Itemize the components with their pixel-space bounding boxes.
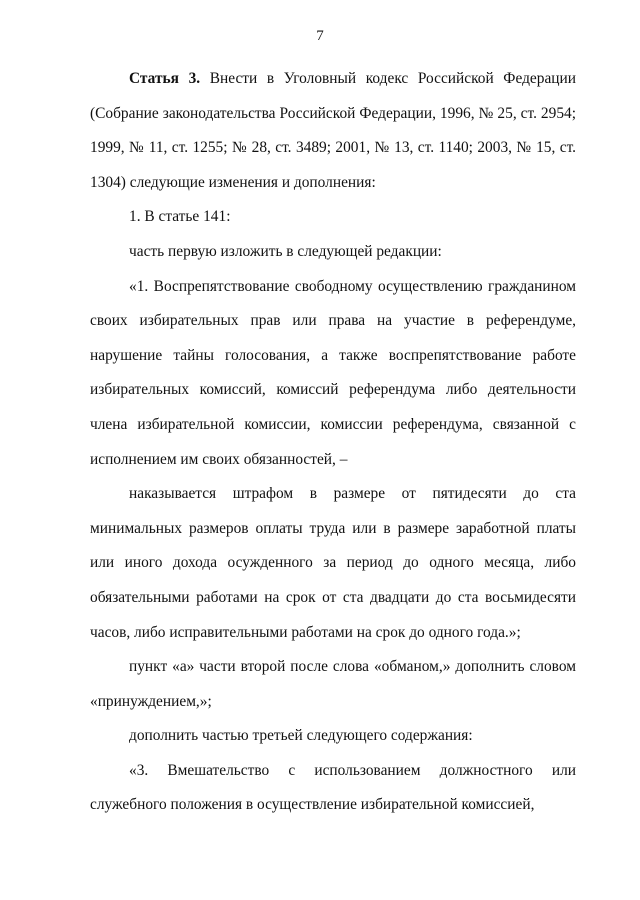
document-body bbox=[90, 62, 576, 823]
paragraph-amendment-point-a: пункт «а» части второй после слова «обманом,» дополнить словом «принуждением,»; bbox=[90, 658, 576, 710]
paragraph-part-1-text: «1. Воспрепятствование свободному осуществлению гражданином своих избирательных прав или права на участие в референдуме, нарушение тайны голосования, а также воспрепятствование работе избирательных комиссий, комиссий референдума либо деятельности члена избирательной комиссии, комиссии референдума, связанной с исполнением им своих обязанностей, – bbox=[90, 277, 576, 468]
article-paragraph bbox=[90, 62, 576, 200]
paragraph-penalty: наказывается штрафом в размере от пятидесяти до ста минимальных размеров оплаты труда или в размере заработной платы или иного дохода осужденного за период до одного месяца, либо обязательными работами на срок от ста двадцати до ста восьмидесяти часов, либо исправительными работами на срок до одного года.»; bbox=[90, 485, 576, 641]
article-text: Внести в Уголовный кодекс Российской Федерации (Собрание законодательства Российской Федерации, 1996, № 25, ст. 2954; 1999, № 11, ст. 1255; № 28, ст. 3489; 2001, № 13, ст. 1140; 2003, № 15, ст. 1304) следующие изменения и дополнения: bbox=[90, 70, 576, 191]
page-number: 7 bbox=[316, 28, 324, 44]
paragraph-instruction-2: дополнить частью третьей следующего содержания: bbox=[129, 727, 473, 745]
paragraph-instruction-1: часть первую изложить в следующей редакции: bbox=[129, 242, 442, 260]
article-heading: Статья 3. bbox=[129, 70, 201, 87]
paragraph-part-3-text: «3. Вмешательство с использованием должностного или служебного положения в осуществление избирательной комиссией, bbox=[90, 761, 576, 814]
paragraph-item-1: 1. В статье 141: bbox=[129, 208, 231, 226]
